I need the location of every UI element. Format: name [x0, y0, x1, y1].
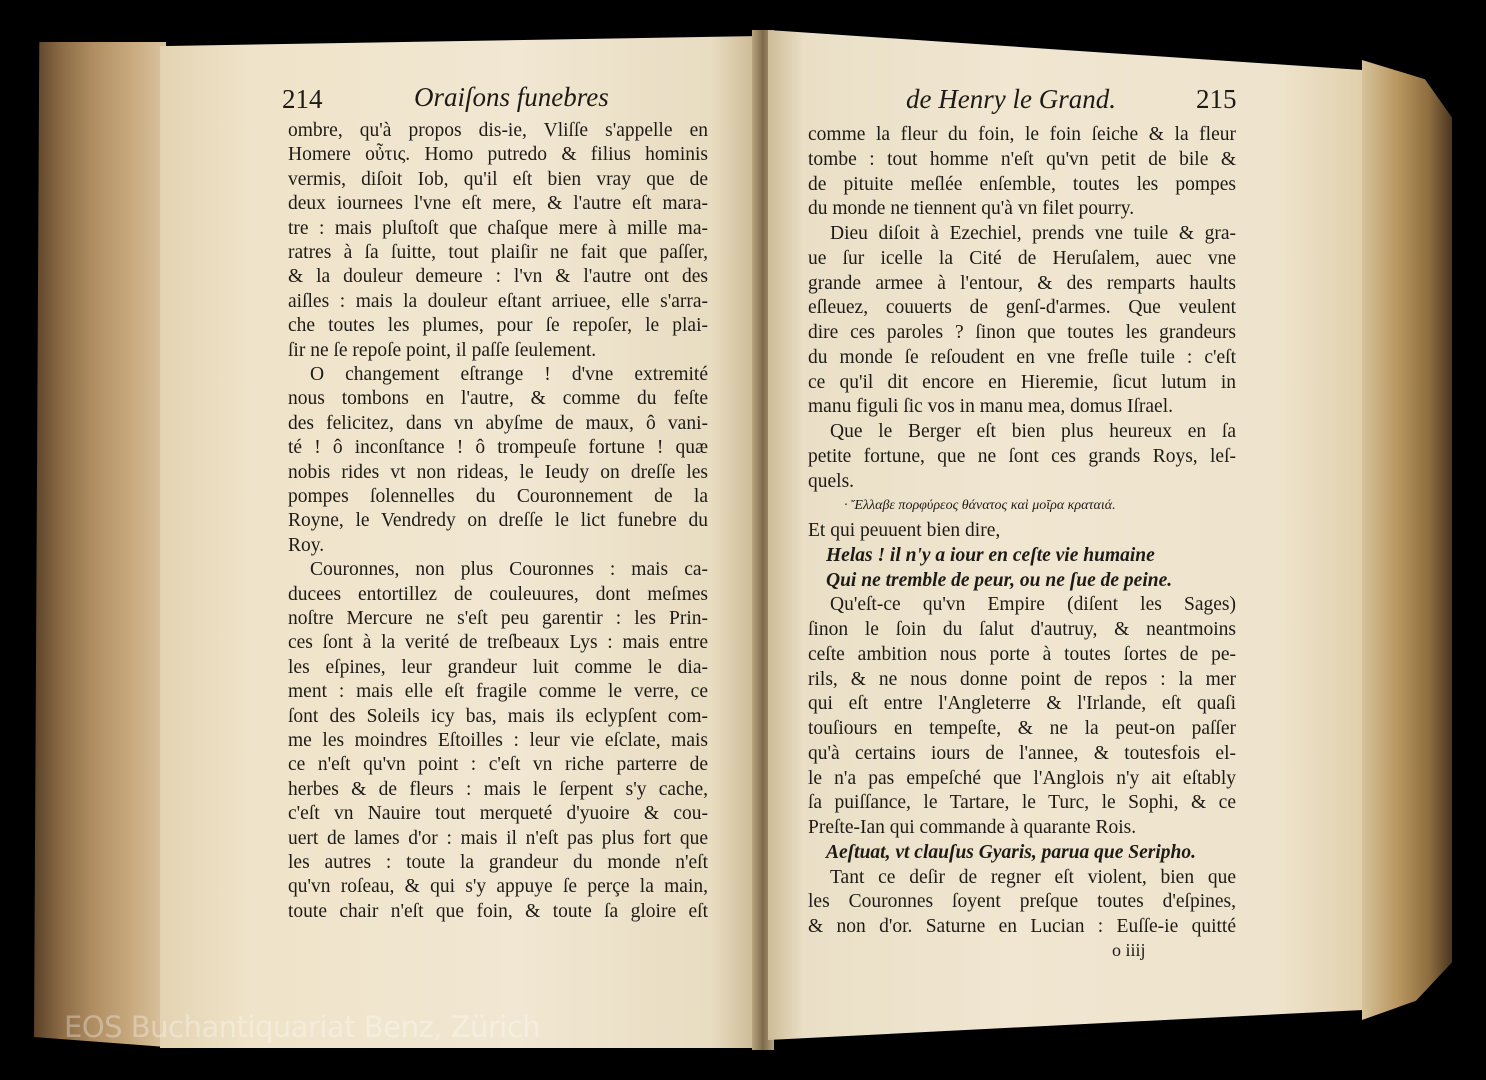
text-line: ces ſont à la verité de treſbeaux Lys : mais entre — [288, 632, 708, 654]
text-line: les Couronnes ſoyent preſque toutes d'eſpines, — [808, 891, 1236, 913]
text-line: des felicitez, dans vn abyſme de maux, ô vani- — [288, 412, 708, 434]
text-line: Helas ! il n'y a iour en ceſte vie humaine — [826, 544, 1155, 566]
text-line: ſa puiſſance, le Tartare, le Turc, le Sophi, & ce — [808, 792, 1236, 814]
text-line: té ! ô inconſtance ! ô trompeuſe fortune ! quæ — [288, 437, 708, 459]
text-line: noſtre Mercure ne s'eſt peu garentir : les Prin- — [288, 608, 708, 629]
text-line: ue ſur icelle la Cité de Heruſalem, auec vne — [808, 247, 1236, 269]
text-line: & la douleur demeure : l'vn & l'autre ont des — [288, 266, 708, 288]
text-line: Couronnes, non plus Couronnes : mais ca- — [310, 559, 708, 581]
text-line: nobis rides vt non rideas, le Ieudy on dreſſe les — [288, 461, 708, 483]
text-line: eſleuez, couuerts de genſ-d'armes. Que veulent — [808, 297, 1236, 319]
text-line: ducees entortillez de couleuures, dont meſmes — [288, 583, 708, 605]
text-line: les eſpines, leur grandeur luit comme le dia- — [288, 656, 708, 678]
text-line: nous tombons en l'autre, & comme du feſte — [288, 388, 708, 410]
text-line: toute chair n'eſt que foin, & toute ſa gloire eſt — [288, 900, 708, 922]
text-line: ceſte ambition nous porte à toutes ſortes de pe- — [808, 643, 1236, 665]
text-line: dire ces paroles ? ſinon que toutes les grandeurs — [808, 322, 1236, 343]
text-line: Roy. — [288, 534, 325, 556]
right-page-edges — [1362, 60, 1452, 1020]
text-line: deux iournees l'vne eſt mere, & l'autre eſt mara- — [288, 193, 708, 215]
text-line: Qui ne tremble de peur, ou ne ſue de peine. — [826, 569, 1173, 591]
text-line: Tant ce deſir de regner eſt violent, bien que — [830, 866, 1236, 888]
text-line: ratres à ſa ſuitte, tout plaiſir ne fait que paſſer, — [288, 242, 708, 263]
text-line: pompes ſolennelles du Couronnement de la — [288, 486, 708, 507]
text-line: ſir ne ſe repoſe point, il paſſe ſeulement. — [288, 339, 597, 361]
right-page-number: 215 — [1196, 84, 1237, 114]
text-line: Homere οὖτις. Homo putredo & filius hominis — [288, 144, 708, 166]
text-line: & non d'or. Saturne en Lucian : Euſſe-ie quitté — [808, 916, 1236, 937]
text-line: tre : mais pluſtoſt que chaſque mere à mille ma- — [288, 217, 708, 239]
text-line: les autres : toute la grandeur du monde n'eſt — [288, 852, 708, 873]
text-line: manu figuli ſic vos in manu mea, domus Iſrael. — [808, 396, 1174, 418]
text-line: che toutes les plumes, pour ſe repoſer, le plai- — [288, 315, 708, 337]
text-line: ment : mais elle eſt fragile comme le verre, ce — [288, 681, 708, 703]
text-line: de pituite meſlée enſemble, toutes les pompes — [808, 173, 1236, 195]
left-running-head: Oraiſons funebres — [414, 82, 609, 112]
text-line: du monde ſe reſoudent en vne freſle tuile : c'eſt — [808, 346, 1236, 368]
text-line: quels. — [808, 470, 855, 492]
text-line: c'eſt vn Nauire tout merqueté d'yuoire & cou- — [288, 803, 708, 825]
text-line: ce n'eſt qu'vn point : c'eſt vn riche parterre de — [288, 754, 708, 776]
text-line: Que le Berger eſt bien plus heureux en ſa — [830, 421, 1236, 442]
text-line: Dieu diſoit à Ezechiel, prends vne tuile & gra- — [830, 223, 1236, 244]
text-line: touſiours en tempeſte, & ne la peut-on paſſer — [808, 718, 1236, 739]
text-line: le n'a pas empeſché que l'Anglois n'y ait eſtably — [808, 767, 1236, 789]
text-line: ce qu'il dit encore en Hieremie, ſicut lutum in — [808, 371, 1236, 393]
text-line: comme la fleur du foin, le foin ſeiche & la fleur — [808, 124, 1236, 145]
text-line: · Ἔλλαβε πορφύρεος θάνατος καὶ μοῖρα κραταιά. — [844, 498, 1116, 514]
text-line: me les moindres Eſtoilles : leur vie eſclate, mais — [288, 730, 708, 751]
watermark: EOS Buchantiquariat Benz, Zürich — [64, 1010, 541, 1044]
signature-mark: o iiij — [1112, 940, 1146, 960]
text-line: ſont des Soleils icy bas, mais ils eclypſent com- — [288, 705, 708, 727]
text-line: petite fortune, que ne ſont ces grands Roys, leſ- — [808, 445, 1236, 467]
text-line: qu'à certains iours de l'annee, & toutesfois el- — [808, 742, 1236, 764]
text-line: vermis, diſoit Iob, qu'il eſt bien vray que de — [288, 168, 708, 190]
text-line: uert de lames d'or : mais il n'eſt pas plus fort que — [288, 827, 708, 849]
text-line: qu'vn roſeau, & qui s'y appuye ſe perçe la main, — [288, 876, 708, 898]
text-line: grande armee à l'entour, & des remparts haults — [808, 272, 1236, 294]
left-page-edges — [34, 42, 166, 1047]
text-line: ombre, qu'à propos dis-ie, Vliſſe s'appelle en — [288, 120, 708, 141]
right-running-head: de Henry le Grand. — [906, 84, 1116, 114]
text-line: ſinon le ſoin du ſalut d'autruy, & neantmoins — [808, 619, 1236, 640]
text-line: qui eſt entre l'Angleterre & l'Irlande, eſt quaſi — [808, 693, 1236, 715]
text-line: Qu'eſt-ce qu'vn Empire (diſent les Sages) — [830, 594, 1236, 616]
text-line: Et qui peuuent bien dire, — [808, 520, 1001, 541]
text-line: Preſte-Ian qui commande à quarante Rois. — [808, 817, 1137, 838]
left-page-number: 214 — [282, 84, 323, 114]
text-line: herbes & de fleurs : mais le ſerpent s'y cache, — [288, 778, 708, 800]
text-line: du monde ne tiennent qu'à vn filet pourry. — [808, 198, 1135, 220]
text-line: O changement eſtrange ! d'vne extremité — [310, 364, 708, 385]
text-line: Aeſtuat, vt clauſus Gyaris, parua que Seripho. — [826, 841, 1196, 863]
text-line: rils, & ne nous donne point de repos : la mer — [808, 668, 1236, 690]
text-line: tombe : tout homme n'eſt qu'vn petit de bile & — [808, 148, 1236, 170]
text-line: Royne, le Vendredy on dreſſe le lict funebre du — [288, 510, 708, 532]
text-line: aiſles : mais la douleur eſtant arriuee, elle s'arra- — [288, 290, 708, 312]
